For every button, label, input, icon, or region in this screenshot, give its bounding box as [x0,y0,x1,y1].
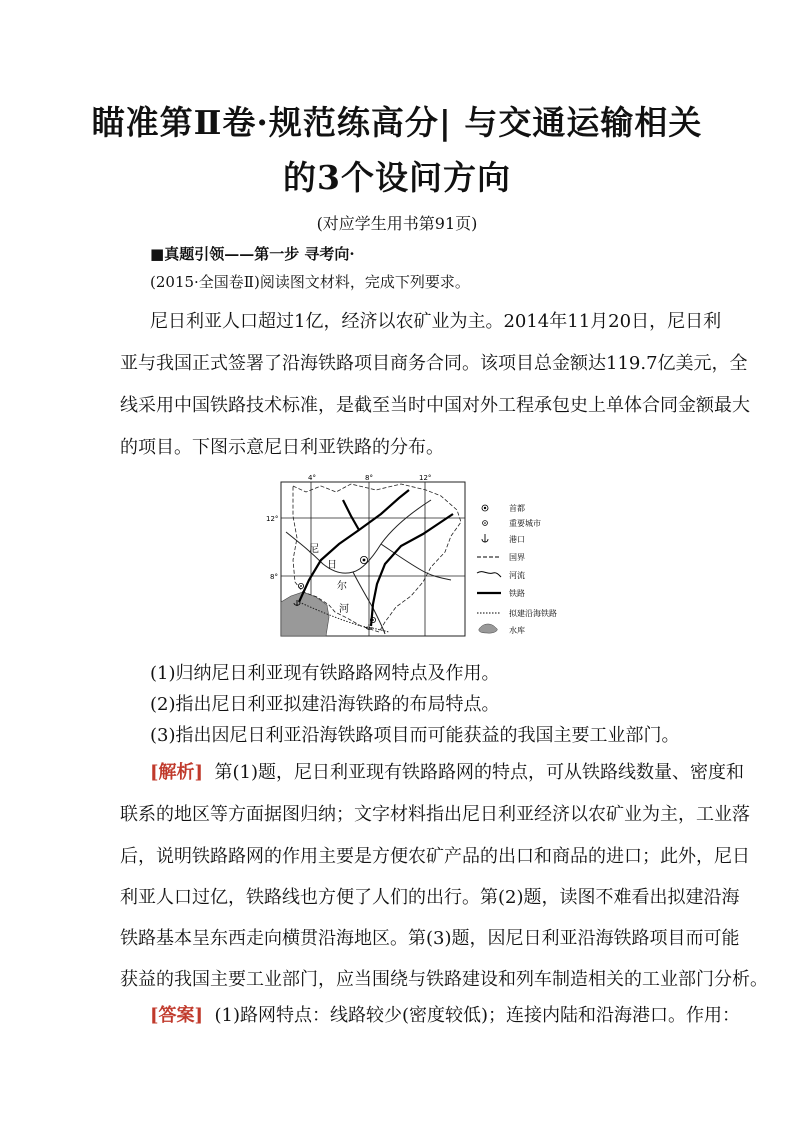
legend-label: 港口 [509,535,525,544]
analysis-first-line [150,758,744,784]
question-item: (3)指出因尼日利亚沿海铁路项目而可能获益的我国主要工业部门。 [150,725,680,746]
lat-label: 12° [266,515,279,523]
capital-dot [363,559,366,562]
legend-label: 首都 [509,504,525,513]
analysis-line: 联系的地区等方面据图归纳；文字材料指出尼日利亚经济以农矿业为主，工业落 [120,804,750,825]
analysis-text: 第(1)题，尼日利亚现有铁路路网的特点，可从铁路线数量、密度和 [214,762,744,783]
legend-label: 水库 [509,626,525,635]
map-place-char: 尼 [309,544,319,555]
port-icon [482,534,488,542]
legend-label: 铁路 [509,589,525,598]
map-legend [477,503,557,635]
lat-label: 8° [270,573,278,581]
answer-line [150,1001,741,1027]
question-item: (2)指出尼日利亚拟建沿海铁路的布局特点。 [150,694,500,715]
answer-tag: [答案] [150,1005,204,1026]
paragraph-line: 尼日利亚人口超过1亿，经济以农矿业为主。2014年11月20日，尼日利 [150,311,722,332]
map-place-char: 河 [339,604,349,615]
reservoir-icon [479,624,497,633]
analysis-tag: [解析] [150,762,204,783]
paragraph-line: 线采用中国铁路技术标准，是截至当时中国对外工程承包史上单体合同金额最大 [120,395,750,416]
answer-text: (1)路网特点：线路较少(密度较低)；连接内陆和沿海港口。作用： [214,1005,741,1026]
exam-source: (2015·全国卷Ⅱ)阅读图文材料，完成下列要求。 [150,273,470,291]
section-heading [150,243,710,264]
source-note: (对应学生用书第91页) [316,214,478,233]
analysis-line: 利亚人口过亿，铁路线也方便了人们的出行。第(2)题，读图不难看出拟建沿海 [120,887,740,908]
page-title-line-1: 瞄准第Ⅱ卷·规范练高分| 与交通运输相关 [91,103,703,142]
paragraph-line: 的项目。下图示意尼日利亚铁路的分布。 [120,437,444,458]
page-title-line-2: 的3个设问方向 [283,158,511,197]
nigeria-railway-map [266,472,564,639]
legend-label: 国界 [509,553,525,562]
legend-label: 重要城市 [509,519,541,528]
section-marker-icon: ■ [150,245,165,263]
analysis-line: 获益的我国主要工业部门，应当围绕与铁路建设和列车制造相关的工业部门分析。 [120,969,768,990]
lon-label: 12° [419,474,432,482]
legend-label: 拟建沿海铁路 [509,609,557,618]
map-place-char: 日 [327,560,337,571]
lon-label: 4° [308,474,316,482]
paragraph-line: 亚与我国正式签署了沿海铁路项目商务合同。该项目总金额达119.7亿美元，全 [120,353,748,374]
analysis-line: 铁路基本呈东西走向横贯沿海地区。第(3)题，因尼日利亚沿海铁路项目而可能 [120,928,740,949]
lon-label: 8° [365,474,373,482]
river-icon [477,572,501,577]
legend-label: 河流 [509,571,525,580]
analysis-line: 后，说明铁路路网的作用主要是方便农矿产品的出口和商品的进口；此外，尼日 [120,846,750,867]
question-item: (1)归纳尼日利亚现有铁路路网特点及作用。 [150,663,500,684]
section-title: 真题引领——第一步 寻考向· [164,245,355,263]
map-place-char: 尔 [337,581,347,592]
